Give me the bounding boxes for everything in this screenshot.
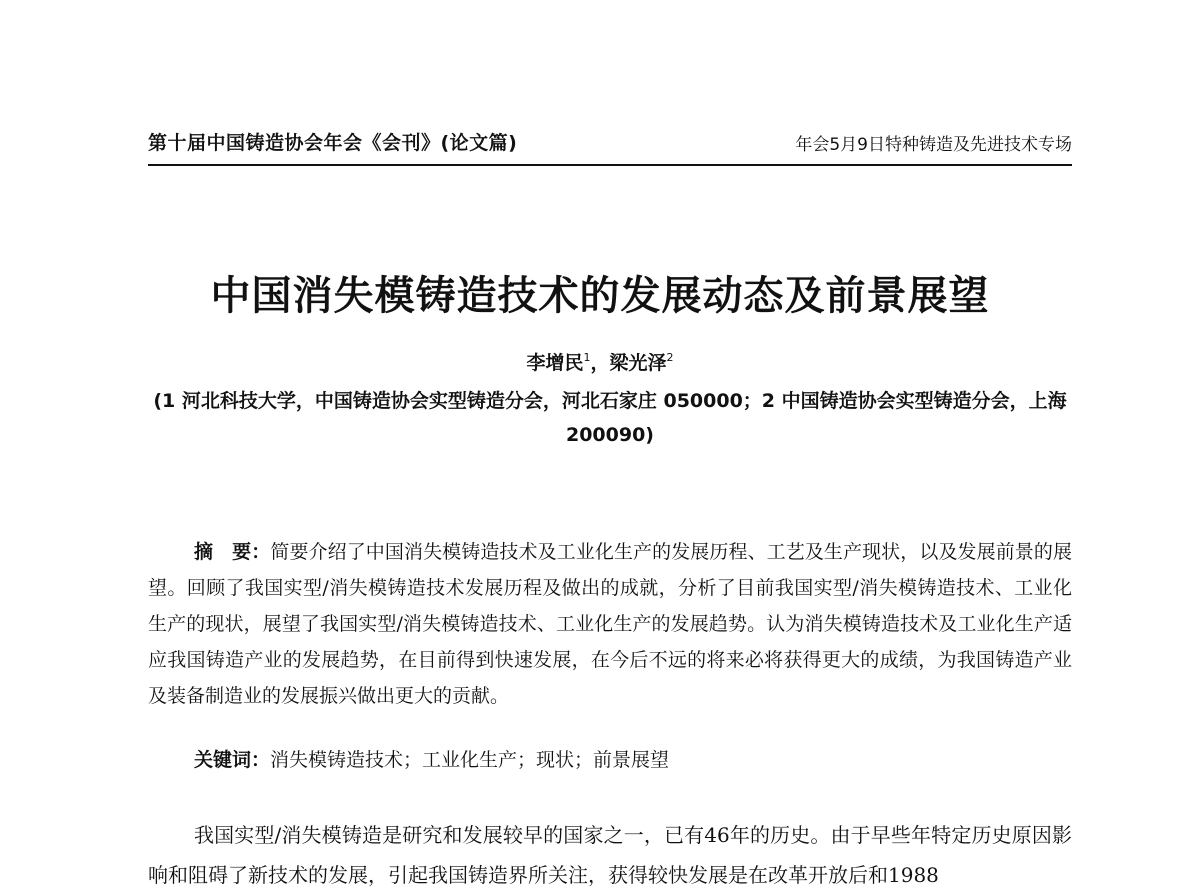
paper-title: 中国消失模铸造技术的发展动态及前景展望: [210, 273, 990, 319]
author-separator: ，: [590, 352, 610, 374]
affiliations: (1 河北科技大学，中国铸造协会实型铸造分会，河北石家庄 050000；2 中国铸造协会实型铸造分会，上海 200090): [153, 390, 1067, 446]
keywords-label: 关键词：: [194, 749, 271, 771]
affiliation-mark: 1: [583, 351, 591, 364]
running-header: [148, 124, 1072, 166]
body-paragraph: 我国实型/消失模铸造是研究和发展较早的国家之一，已有46年的历史。由于早些年特定历史原因影响和阻碍了新技术的发展，引起我国铸造界所关注，获得较快发展是在改革开放后和1988: [148, 823, 1072, 887]
abstract-text: 简要介绍了中国消失模铸造技术及工业化生产的发展历程、工艺及生产现状，以及发展前景的展望。回顾了我国实型/消失模铸造技术发展历程及做出的成就，分析了目前我国实型/消失模铸造技术、工业化生产的现状，展望了我国实型/消失模铸造技术、工业化生产的发展趋势。认为消失模铸造技术及工业化生产适应我国铸造产业的发展趋势，在目前得到快速发展，在今后不远的将来必将获得更大的成绩，为我国铸造产业及装备制造业的发展振兴做出更大的贡献。: [148, 541, 1072, 707]
session-name: 年会5月9日特种铸造及先进技术专场: [795, 135, 1072, 155]
author-name: 李增民: [526, 352, 584, 374]
keywords-text: 消失模铸造技术；工业化生产；现状；前景展望: [270, 749, 670, 771]
abstract: [148, 534, 1072, 714]
keywords: [194, 745, 669, 772]
author-name: 梁光泽: [609, 352, 667, 374]
abstract-label: 摘 要：: [194, 541, 271, 563]
journal-name: 第十届中国铸造协会年会《会刊》(论文篇): [148, 132, 518, 154]
affiliation-mark: 2: [666, 351, 674, 364]
author-line: [0, 348, 1200, 375]
